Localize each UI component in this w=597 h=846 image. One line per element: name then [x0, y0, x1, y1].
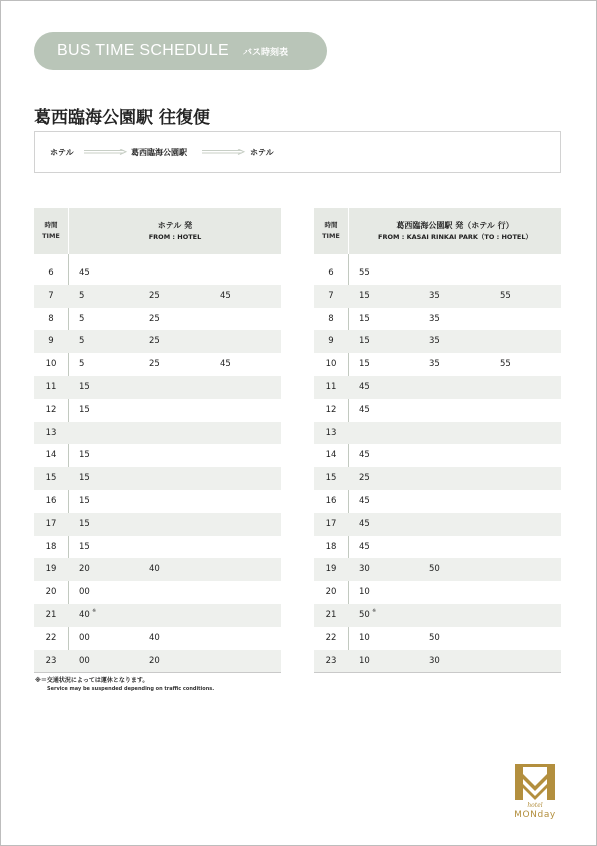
header-subtitle: バス時刻表	[242, 47, 288, 58]
table-row	[314, 627, 561, 650]
minute-cell: 40	[149, 564, 160, 575]
hour-cell: 18	[325, 541, 337, 552]
minute-cell: 00	[79, 655, 90, 666]
minute-cell: 45	[220, 359, 231, 370]
minute-cell: 15	[359, 336, 370, 347]
table-row	[34, 513, 281, 536]
table-row	[314, 399, 561, 422]
table-title-jp: ホテル 発	[157, 221, 193, 230]
route-stop-origin: ホテル	[50, 148, 74, 157]
minute-cell: 30	[429, 655, 440, 666]
schedule-table-from-station	[314, 208, 561, 673]
table-body	[34, 262, 281, 672]
minute-cell: 50	[429, 564, 440, 575]
minute-cell: 15	[359, 313, 370, 324]
hour-cell: 17	[325, 518, 337, 529]
arrow-right-icon	[202, 149, 246, 155]
hour-cell: 19	[45, 564, 57, 575]
minute-cell: 15	[79, 381, 90, 392]
table-row	[314, 376, 561, 399]
minute-cell: 25	[149, 336, 160, 347]
hour-cell: 11	[45, 381, 57, 392]
minute-cell: 15	[79, 473, 90, 484]
hour-cell: 12	[325, 404, 337, 415]
hour-cell: 21	[325, 609, 337, 620]
hour-cell: 7	[328, 290, 334, 301]
route-stop-station: 葛西臨海公園駅	[131, 148, 187, 157]
hour-column-header	[314, 208, 348, 254]
table-row	[34, 581, 281, 604]
table-row	[314, 650, 561, 673]
hour-label-jp: 時間	[44, 221, 58, 229]
minute-cell: 35	[429, 290, 440, 301]
route-title: 葛西臨海公園駅 往復便	[34, 108, 210, 128]
table-row	[314, 513, 561, 536]
hour-cell: 22	[45, 632, 57, 643]
hour-column-header	[34, 208, 68, 254]
minute-cell: 45	[359, 381, 370, 392]
note-mark: ※	[92, 608, 96, 614]
table-row	[314, 490, 561, 513]
table-row	[314, 581, 561, 604]
minute-cell: 55	[500, 290, 511, 301]
table-row	[34, 490, 281, 513]
table-row	[34, 444, 281, 467]
hour-cell: 19	[325, 564, 337, 575]
table-row	[314, 285, 561, 308]
table-row	[314, 604, 561, 627]
minute-cell: 35	[429, 336, 440, 347]
minute-cell: 35	[429, 313, 440, 324]
table-row	[34, 604, 281, 627]
logo-small-text: hotel	[527, 802, 543, 809]
hour-label-en: TIME	[322, 232, 340, 240]
minute-cell: 5	[79, 313, 85, 324]
logo-main-text: MONday	[514, 810, 556, 820]
table-title-en: FROM : HOTEL	[148, 233, 202, 241]
hour-label-en: TIME	[42, 232, 60, 240]
table-header	[34, 208, 281, 254]
table-row	[34, 558, 281, 581]
minute-cell: 15	[79, 518, 90, 529]
monday-logo-icon	[509, 762, 561, 802]
minute-cell: 15	[79, 450, 90, 461]
minute-cell: 45	[359, 541, 370, 552]
hour-cell: 10	[45, 359, 57, 370]
hour-cell: 21	[45, 609, 57, 620]
hour-cell: 18	[45, 541, 57, 552]
hour-cell: 8	[328, 313, 334, 324]
table-row	[314, 536, 561, 559]
minute-cell: 5	[79, 336, 85, 347]
minute-cell: 45	[79, 268, 90, 278]
note-mark: ※	[372, 608, 376, 614]
table-row	[314, 467, 561, 490]
table-row	[34, 376, 281, 399]
minute-cell: 10	[359, 587, 370, 598]
table-row	[314, 558, 561, 581]
table-row	[34, 262, 281, 285]
table-title-en: FROM : KASAI RINKAI PARK（TO : HOTEL）	[378, 233, 532, 241]
minute-cell: 45	[220, 290, 231, 301]
hour-cell: 16	[45, 495, 57, 506]
minute-cell: 40	[149, 632, 160, 643]
hour-cell: 15	[45, 473, 57, 484]
hour-cell: 22	[325, 632, 337, 643]
table-body	[314, 262, 561, 672]
hour-cell: 23	[325, 655, 337, 666]
hour-cell: 8	[48, 313, 54, 324]
hour-cell: 12	[45, 404, 57, 415]
minute-cell: 25	[359, 473, 370, 484]
minute-cell: 40	[79, 609, 90, 620]
minute-cell: 45	[359, 450, 370, 461]
hour-cell: 15	[325, 473, 337, 484]
minute-cell: 45	[359, 404, 370, 415]
hour-cell: 20	[325, 587, 337, 598]
table-row	[314, 330, 561, 353]
table-title-jp: 葛西臨海公園駅 発（ホテル 行）	[396, 221, 514, 230]
hour-cell: 17	[45, 518, 57, 529]
minute-cell: 15	[359, 290, 370, 301]
hour-cell: 6	[328, 268, 334, 278]
hour-cell: 14	[45, 450, 57, 461]
footnote-jp: ※＝交通状況によっては運休となります。	[35, 677, 149, 684]
minute-cell: 5	[79, 359, 85, 370]
minute-cell: 35	[429, 359, 440, 370]
table-row	[34, 627, 281, 650]
table-row	[34, 399, 281, 422]
hotel-logo	[509, 762, 561, 824]
schedule-table-from-hotel	[34, 208, 281, 673]
hour-cell: 7	[48, 290, 54, 301]
table-row	[34, 467, 281, 490]
minute-cell: 45	[359, 495, 370, 506]
table-row	[34, 330, 281, 353]
minute-cell: 15	[79, 495, 90, 506]
hour-cell: 14	[325, 450, 337, 461]
table-row	[34, 308, 281, 331]
hour-label-jp: 時間	[324, 221, 338, 229]
hour-cell: 11	[325, 381, 337, 392]
minute-cell: 10	[359, 632, 370, 643]
table-title	[349, 208, 561, 254]
table-row	[314, 444, 561, 467]
minute-cell: 30	[359, 564, 370, 575]
minute-cell: 25	[149, 313, 160, 324]
minute-cell: 15	[79, 404, 90, 415]
minute-cell: 20	[149, 655, 160, 666]
table-header	[314, 208, 561, 254]
hour-cell: 13	[325, 427, 337, 438]
header-banner	[34, 32, 327, 70]
hour-cell: 9	[328, 336, 334, 347]
table-title	[69, 208, 281, 254]
table-row	[314, 308, 561, 331]
header-title: BUS TIME SCHEDULE	[57, 42, 229, 59]
hour-cell: 23	[45, 655, 57, 666]
minute-cell: 15	[79, 541, 90, 552]
table-row	[314, 353, 561, 376]
footnote-en: Service may be suspended depending on traffic conditions.	[47, 686, 215, 692]
table-row	[34, 285, 281, 308]
minute-cell: 10	[359, 655, 370, 666]
minute-cell: 50	[429, 632, 440, 643]
table-row	[34, 536, 281, 559]
table-row	[34, 422, 281, 445]
route-diagram	[34, 131, 561, 173]
minute-cell: 00	[79, 632, 90, 643]
hour-cell: 9	[48, 336, 54, 347]
table-row	[34, 353, 281, 376]
table-row	[314, 422, 561, 445]
hour-cell: 13	[45, 427, 57, 438]
minute-cell: 25	[149, 290, 160, 301]
arrow-right-icon	[84, 149, 128, 155]
minute-cell: 50	[359, 609, 370, 620]
minute-cell: 25	[149, 359, 160, 370]
route-stop-return: ホテル	[250, 148, 274, 157]
minute-cell: 55	[500, 359, 511, 370]
hour-cell: 16	[325, 495, 337, 506]
table-row	[314, 262, 561, 285]
hour-cell: 10	[325, 359, 337, 370]
minute-cell: 45	[359, 518, 370, 529]
minute-cell: 55	[359, 268, 370, 278]
minute-cell: 20	[79, 564, 90, 575]
minute-cell: 00	[79, 587, 90, 598]
hour-cell: 20	[45, 587, 57, 598]
table-row	[34, 650, 281, 673]
minute-cell: 5	[79, 290, 85, 301]
hour-cell: 6	[48, 268, 54, 278]
minute-cell: 15	[359, 359, 370, 370]
